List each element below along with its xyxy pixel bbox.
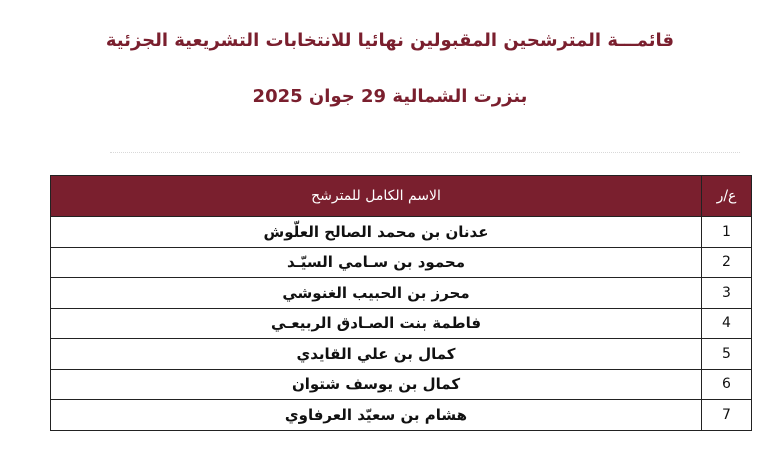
candidates-table — [50, 175, 752, 431]
table-row — [51, 339, 752, 370]
table-header-row — [51, 176, 752, 217]
candidate-name: محرز بن الحبيب الغنوشي — [51, 278, 702, 309]
row-number: 1 — [702, 217, 752, 248]
row-number: 2 — [702, 247, 752, 278]
row-number: 5 — [702, 339, 752, 370]
document-subtitle: بنزرت الشمالية 29 جوان 2025 — [252, 86, 528, 107]
candidate-name: عدنان بن محمد الصالح العلّوش — [51, 217, 702, 248]
document-title: قائمـــة المترشحين المقبولين نهائيا للانتخابات التشريعية الجزئية — [105, 30, 675, 51]
header-number: ع/ر — [702, 176, 752, 217]
faint-divider — [110, 152, 740, 154]
table-row — [51, 278, 752, 309]
row-number: 7 — [702, 400, 752, 431]
table-row — [51, 308, 752, 339]
table-row — [51, 247, 752, 278]
candidate-name: كمال بن يوسف شتوان — [51, 369, 702, 400]
candidate-name: محمود بن سـامي السيّـد — [51, 247, 702, 278]
candidate-name: كمال بن علي القايدي — [51, 339, 702, 370]
row-number: 4 — [702, 308, 752, 339]
row-number: 6 — [702, 369, 752, 400]
row-number: 3 — [702, 278, 752, 309]
header-name: الاسم الكامل للمترشح — [51, 176, 702, 217]
candidate-name: فاطمة بنت الصـادق الربيعـي — [51, 308, 702, 339]
table-row — [51, 400, 752, 431]
candidate-name: هشام بن سعيّد العرفاوي — [51, 400, 702, 431]
table-row — [51, 217, 752, 248]
table-row — [51, 369, 752, 400]
